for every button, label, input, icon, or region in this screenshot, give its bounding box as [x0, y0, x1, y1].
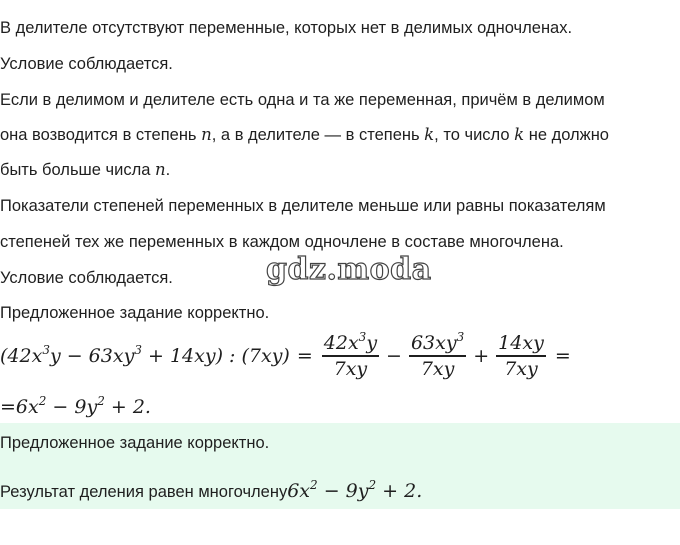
- paragraph-condition-1-result: Условие соблюдается.: [0, 55, 173, 73]
- fraction-1: [322, 331, 379, 380]
- minus-sign: −: [386, 345, 402, 367]
- paragraph-condition-2-line-2: она возводится в степень n, а в делителе — в степень k, то число k не должно: [0, 125, 609, 144]
- var-k: k: [424, 125, 435, 144]
- paragraph-condition-2-line-1: Если в делимом и делителе есть одна и та же переменная, причём в делимом: [0, 91, 605, 109]
- answer-polynomial: $6x^2 - 9y^2 + 2$.: [287, 478, 423, 502]
- fraction-1-numerator: $42x^3y$: [323, 330, 378, 355]
- fraction-2-numerator: $63xy^3$: [410, 330, 465, 355]
- paragraph-condition-2-line-3: быть больше числа n.: [0, 160, 171, 179]
- paragraph-condition-3-line-1: Показатели степеней переменных в делителе меньше или равны показателям: [0, 197, 606, 215]
- answer-line-1: Предложенное задание корректно.: [0, 434, 270, 452]
- division-equation: [0, 326, 578, 386]
- equals-sign: =: [296, 345, 313, 367]
- var-n-2: n: [155, 160, 166, 179]
- var-n: n: [201, 125, 212, 144]
- paragraph-condition-3-result: Условие соблюдается.: [0, 269, 173, 287]
- answer-box: [0, 423, 680, 509]
- fraction-1-denominator: 7xy: [333, 357, 368, 380]
- paragraph-condition-3-line-2: степеней тех же переменных в каждом одночлене в составе многочлена.: [0, 233, 564, 251]
- fraction-3-numerator: 14xy: [498, 332, 544, 355]
- fraction-3: [496, 331, 546, 380]
- fraction-2-denominator: 7xy: [420, 357, 455, 380]
- watermark-logo: gdz.moda: [266, 252, 432, 287]
- equation-lhs: $(42x^3y - 63xy^3 + 14xy)$ : (7xy): [0, 343, 290, 367]
- equation-result: = $6x^2 - 9y^2 + 2$.: [0, 394, 151, 418]
- answer-line-2: Результат деления равен многочлену $6x^2 - 9y^2 + 2$.: [0, 478, 423, 502]
- paragraph-condition-1: В делителе отсутствуют переменные, которых нет в делимых одночленах.: [0, 19, 573, 37]
- plus-sign: +: [473, 345, 490, 367]
- fraction-2: [409, 331, 466, 380]
- equation-result-polynomial: $6x^2 - 9y^2 + 2$.: [15, 394, 151, 418]
- fraction-3-denominator: 7xy: [504, 357, 538, 380]
- var-k-2: k: [514, 125, 525, 144]
- equals-sign-2: =: [554, 345, 571, 367]
- paragraph-task-correct: Предложенное задание корректно.: [0, 304, 270, 322]
